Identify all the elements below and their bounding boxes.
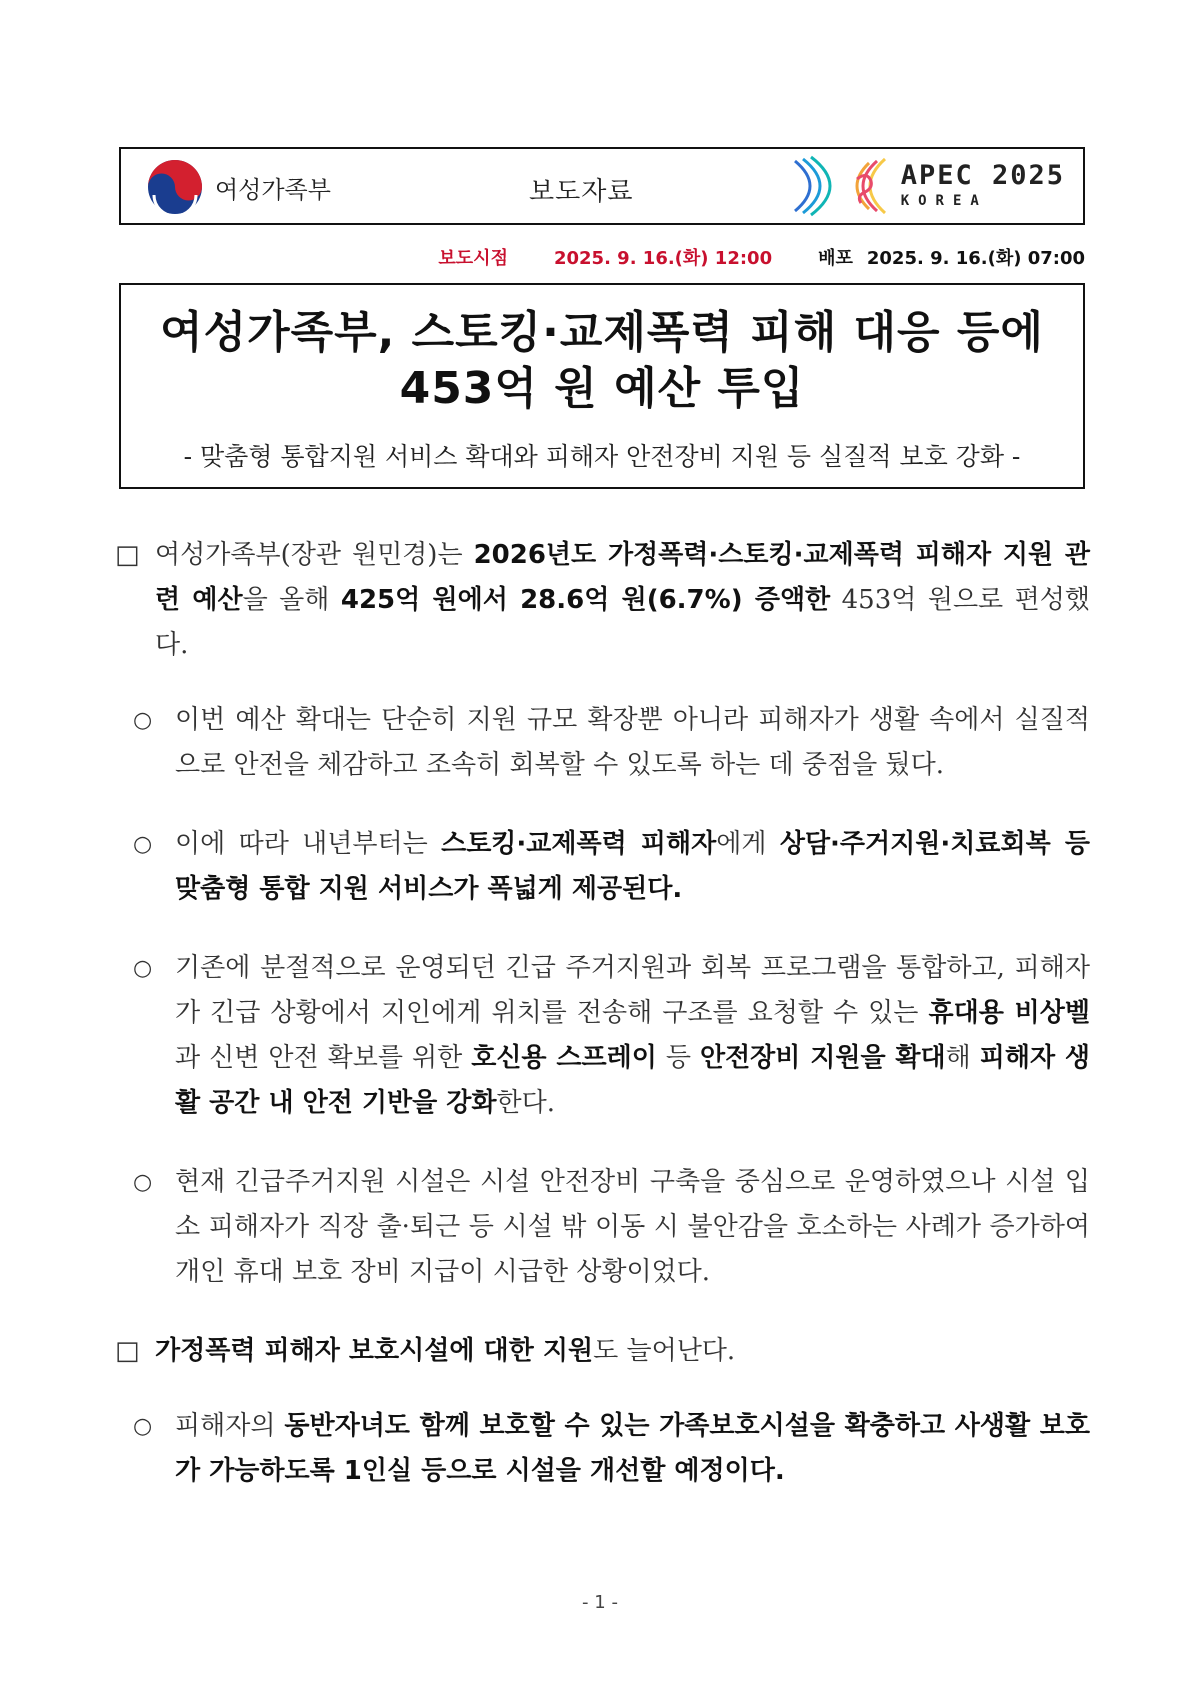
- square-bullet-icon: □: [115, 1336, 140, 1366]
- paragraph-safety-equipment: [115, 946, 1090, 1126]
- emphasis-text: 휴대용 비상벨: [928, 998, 1090, 1028]
- ministry-logo: [147, 161, 331, 213]
- text-run: 도 늘어난다.: [593, 1336, 736, 1366]
- page-number: - 1 -: [582, 1592, 618, 1613]
- release-timing: [438, 244, 1085, 270]
- distribution-label: 배포: [818, 248, 853, 269]
- emphasis-text: 가정폭력 피해자 보호시설에 대한 지원: [155, 1336, 594, 1366]
- apec-subtitle: KOREA: [900, 193, 988, 209]
- release-label: 보도시점: [438, 248, 508, 269]
- text-run: 에게: [716, 829, 780, 859]
- text-run: 기존에 분절적으로 운영되던 긴급 주거지원과 회복 프로그램을 통합하고, 피해자가 긴급 상황에서 지인에게 위치를 전송해 구조를 요청할 수 있는: [175, 953, 1090, 1028]
- emphasis-text: 2026년도 가정폭력·스토킹·교제폭력 피해자 지원 관련 예산: [155, 540, 1091, 615]
- apec-title: APEC 2025: [900, 160, 1065, 191]
- text-run: 여성가족부(장관 원민경)는: [155, 540, 474, 570]
- headline-line-1: 여성가족부, 스토킹·교제폭력 피해 대응 등에: [160, 307, 1044, 358]
- text-run: 등: [656, 1043, 700, 1073]
- text-run: 을 올해: [242, 585, 341, 615]
- text-run: 해: [945, 1043, 980, 1073]
- headline-line-2: 453억 원 예산 투입: [399, 363, 805, 414]
- apec-logo: [785, 153, 1065, 219]
- text-run: 과 신변 안전 확보를 위한: [175, 1043, 472, 1073]
- text-run: 피해자의: [175, 1411, 285, 1441]
- circle-bullet-icon: ○: [133, 708, 153, 733]
- emphasis-text: 스토킹·교제폭력 피해자: [441, 829, 717, 859]
- press-release-body: [115, 533, 1090, 1494]
- circle-bullet-icon: ○: [133, 956, 153, 981]
- emphasis-text: 동반자녀도 함께 보호할 수 있는 가족보호시설을 확충하고 사생활 보호가 가능하도록 1인실 등으로 시설을 개선할 예정이다.: [175, 1411, 1090, 1486]
- text-run: 이에 따라 내년부터는: [175, 829, 442, 859]
- text-run: 현재 긴급주거지원 시설은 시설 안전장비 구축을 중심으로 운영하였으나 시설 입소 피해자가 직장 출·퇴근 등 시설 밖 이동 시 불안감을 호소하는 사례가 증가하여 개인 휴대 보호 장비 지급이 시급한 상황이었다.: [175, 1167, 1090, 1287]
- press-release-header: [119, 147, 1085, 225]
- release-time: 2025. 9. 16.(화) 12:00: [553, 248, 773, 269]
- ministry-name: 여성가족부: [215, 175, 331, 204]
- document-type: 보도자료: [529, 177, 634, 207]
- distribution-time: 2025. 9. 16.(화) 07:00: [866, 248, 1085, 269]
- paragraph-shelter-background: [115, 1160, 1090, 1295]
- headline-subtitle: - 맞춤형 통합지원 서비스 확대와 피해자 안전장비 지원 등 실질적 보호 강화 -: [183, 442, 1021, 471]
- text-run: 453억 원으로 편성했다.: [155, 585, 1090, 660]
- circle-bullet-icon: ○: [133, 1170, 153, 1195]
- apec-emblem-icon: [785, 153, 895, 219]
- circle-bullet-icon: ○: [133, 1414, 153, 1439]
- emphasis-text: 상담·주거지원·치료회복 등 맞춤형 통합 지원 서비스가 폭넓게 제공된다.: [175, 829, 1090, 904]
- text-run: 한다.: [496, 1088, 556, 1118]
- headline-box: [119, 283, 1085, 489]
- square-bullet-icon: □: [115, 540, 140, 570]
- taegeuk-icon: [147, 159, 203, 215]
- paragraph-budget-focus: [115, 698, 1090, 788]
- text-run: 이번 예산 확대는 단순히 지원 규모 확장뿐 아니라 피해자가 생활 속에서 실질적으로 안전을 체감하고 조속히 회복할 수 있도록 하는 데 중점을 뒀다.: [175, 705, 1090, 780]
- paragraph-budget-overview: [115, 533, 1090, 668]
- paragraph-shelter-support: [115, 1329, 1090, 1374]
- emphasis-text: 425억 원에서 28.6억 원(6.7%) 증액한: [340, 585, 831, 615]
- paragraph-family-shelter: [115, 1404, 1090, 1494]
- circle-bullet-icon: ○: [133, 832, 153, 857]
- paragraph-integrated-services: [115, 822, 1090, 912]
- emphasis-text: 피해자 생활 공간 내 안전 기반을 강화: [175, 1043, 1090, 1118]
- emphasis-text: 안전장비 지원을 확대: [699, 1043, 946, 1073]
- emphasis-text: 호신용 스프레이: [471, 1043, 657, 1073]
